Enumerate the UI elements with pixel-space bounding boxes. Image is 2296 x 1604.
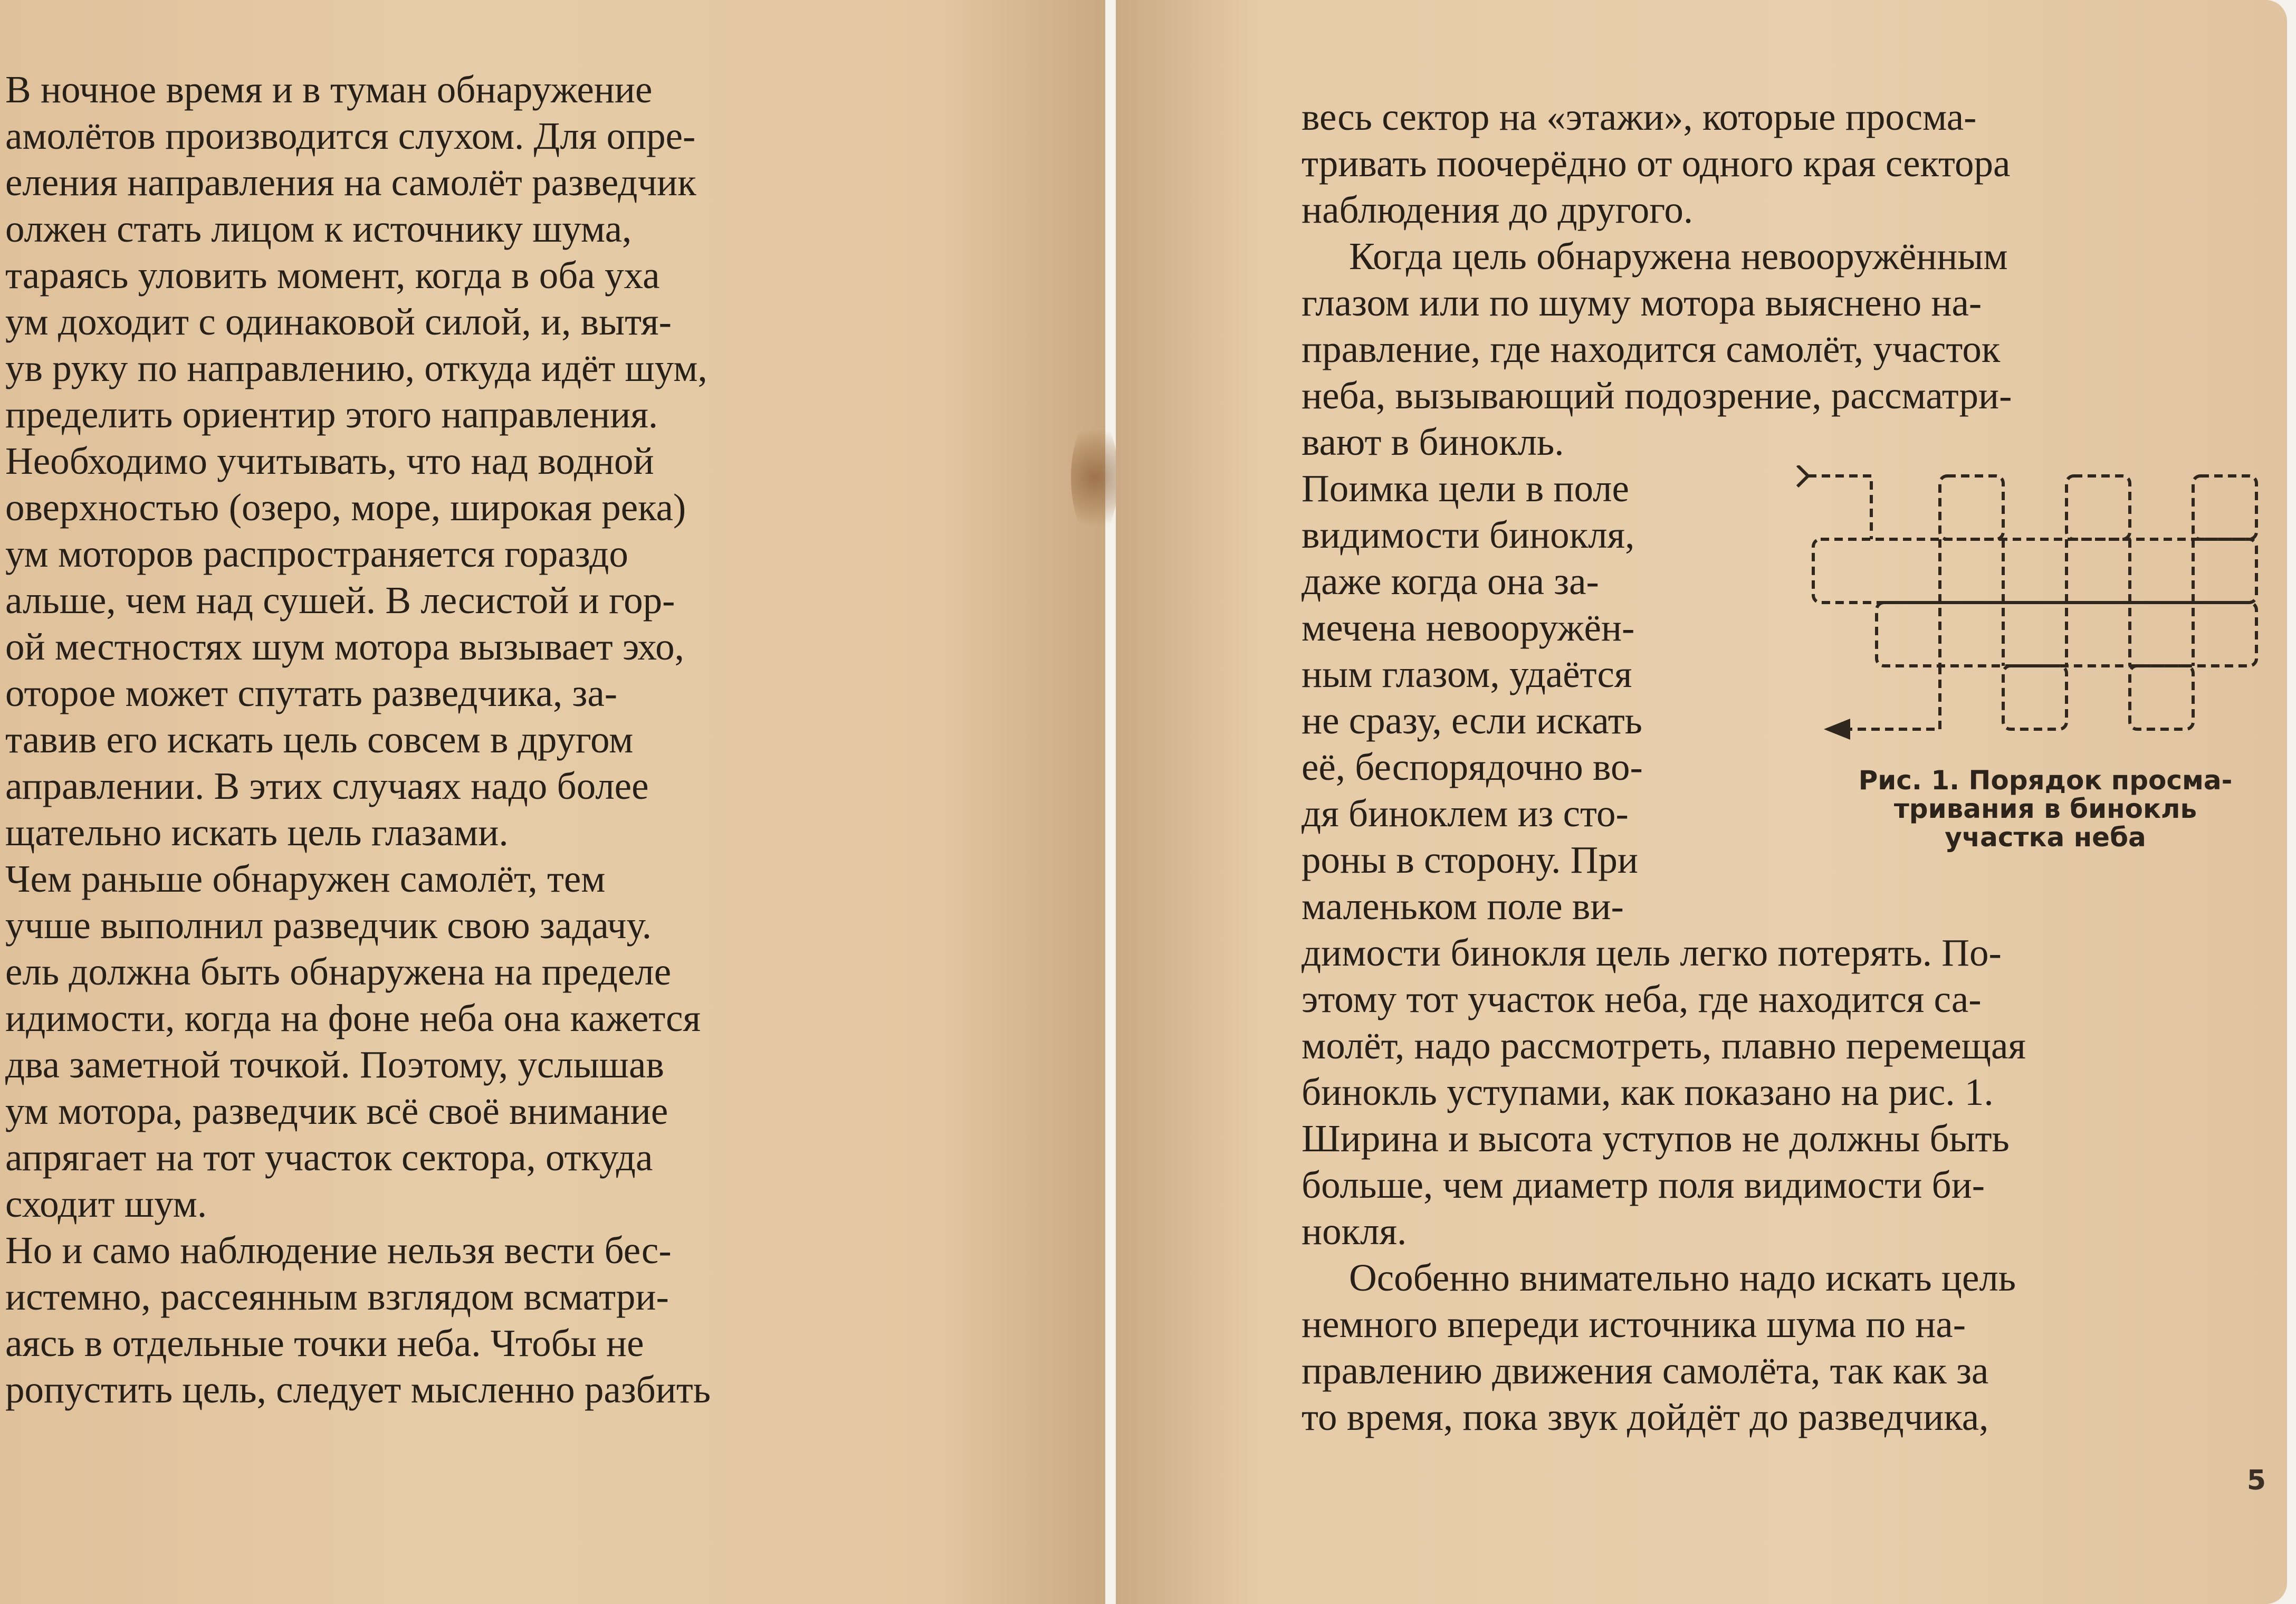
text-line: ропустить цель, следует мысленно разбить — [5, 1368, 711, 1411]
text-line: не сразу, если искать — [1302, 699, 1642, 742]
scan-cell — [2003, 666, 2067, 729]
book-gutter — [1105, 0, 1116, 1604]
text-line: еления направления на самолёт разведчик — [5, 161, 696, 204]
scan-exit-path — [1840, 666, 1940, 729]
page-number: 5 — [2246, 1465, 2266, 1496]
text-line: Чем раньше обнаружен самолёт, тем — [5, 857, 606, 900]
text-line: нокля. — [1302, 1210, 1407, 1253]
text-line: ель должна быть обнаружена на пределе — [5, 950, 672, 993]
text-line: аправлении. В этих случаях надо более — [5, 765, 649, 807]
right-page — [1116, 0, 2287, 1604]
text-line: даже когда она за- — [1302, 560, 1599, 603]
text-line: вают в бинокль. — [1302, 421, 1564, 463]
text-line: то время, пока звук дойдёт до разведчика, — [1302, 1396, 1989, 1438]
text-line: Но и само наблюдение нельзя вести бес- — [5, 1229, 672, 1272]
text-line: весь сектор на «этажи», которые просма- — [1302, 96, 1977, 138]
text-line: больше, чем диаметр поля видимости би- — [1302, 1163, 1985, 1206]
exit-arrow-icon — [1824, 719, 1850, 740]
figure-1 — [1792, 465, 2296, 852]
text-line: тавив его искать цель совсем в другом — [5, 718, 634, 761]
caption-line: Рис. 1. Порядок просма- — [1858, 765, 2233, 796]
text-line: Необходимо учитывать, что над водной — [5, 440, 654, 482]
text-line: ой местностях шум мотора вызывает эхо, — [5, 625, 684, 668]
text-line: истемно, рассеянным взглядом всматри- — [5, 1275, 669, 1318]
text-line: глазом или по шуму мотора выяснено на- — [1302, 281, 1982, 324]
left-page — [0, 0, 1105, 1604]
text-line: два заметной точкой. Поэтому, услышав — [5, 1043, 664, 1086]
text-line: оверхностью (озеро, море, широкая река) — [5, 486, 686, 529]
stain-mark — [1071, 417, 1118, 538]
text-line: немного впереди источника шума по на- — [1302, 1303, 1966, 1345]
scan-row — [1813, 539, 2256, 603]
text-line: Особенно внимательно надо искать цель — [1349, 1256, 2016, 1299]
left-page-text — [5, 66, 913, 1413]
text-line: её, беспорядочно во- — [1302, 746, 1643, 788]
text-line: оторое может спутать разведчика, за- — [5, 672, 618, 714]
scan-entry-path — [1808, 476, 1871, 539]
scan-cell — [1940, 476, 2003, 539]
text-line: димости бинокля цель легко потерять. По- — [1302, 931, 2002, 974]
caption-line: участка неба — [1945, 822, 2146, 853]
figure-wrap-block — [1302, 465, 2296, 930]
text-line: наблюдения до другого. — [1302, 188, 1694, 231]
scan-cell — [2067, 476, 2130, 539]
text-line: этому тот участок неба, где находится са- — [1302, 978, 1982, 1020]
binocular-scan-diagram — [1792, 465, 2278, 761]
text-line: ув руку по направлению, откуда идёт шум, — [5, 347, 707, 389]
text-line: видимости бинокля, — [1302, 513, 1635, 556]
figure-caption — [1792, 766, 2296, 852]
text-line: учше выполнил разведчик свою задачу. — [5, 904, 652, 947]
text-line: неба, вызывающий подозрение, рассматри- — [1302, 374, 2012, 417]
text-line: тараясь уловить момент, когда в оба уха — [5, 254, 660, 297]
text-line: бинокль уступами, как показано на рис. 1. — [1302, 1071, 1994, 1113]
text-line: Ширина и высота уступов не должны быть — [1302, 1117, 2010, 1160]
text-line: сходит шум. — [5, 1182, 207, 1225]
text-line: мечена невооружён- — [1302, 606, 1635, 649]
text-line: пределить ориентир этого направления. — [5, 393, 658, 436]
text-line: олжен стать лицом к источнику шума, — [5, 207, 632, 250]
text-line: аясь в отдельные точки неба. Чтобы не — [5, 1322, 644, 1364]
text-line: альше, чем над сушей. В лесистой и гор- — [5, 579, 675, 622]
text-line: дя биноклем из сто- — [1302, 792, 1629, 835]
text-line: идимости, когда на фоне неба она кажется — [5, 997, 701, 1039]
right-page-text — [1302, 94, 2296, 1440]
scan-cell — [2193, 476, 2256, 539]
text-line: ум моторов распространяется гораздо — [5, 532, 628, 575]
text-line: Поимка цели в поле — [1302, 467, 1629, 510]
entry-arrow-icon — [1797, 465, 1808, 486]
text-line: ум мотора, разведчик всё своё внимание — [5, 1090, 668, 1132]
text-line: роны в сторону. При — [1302, 838, 1638, 881]
text-line: ум доходит с одинаковой силой, и, вытя- — [5, 300, 672, 343]
text-line: Когда цель обнаружена невооружённым — [1349, 235, 2008, 278]
scan-cell — [2130, 666, 2193, 729]
text-line: правлению движения самолёта, так как за — [1302, 1349, 1989, 1392]
text-line: молёт, надо рассмотреть, плавно перемещая — [1302, 1024, 2026, 1067]
text-line: маленьком поле ви- — [1302, 885, 1624, 928]
text-line: ным глазом, удаётся — [1302, 653, 1632, 695]
text-line: апрягает на тот участок сектора, откуда — [5, 1136, 653, 1179]
text-line: щательно искать цель глазами. — [5, 811, 509, 854]
text-line: правление, где находится самолёт, участок — [1302, 328, 2001, 370]
text-line: тривать поочерёдно от одного края сектора — [1302, 142, 2011, 185]
wrapped-text — [1302, 465, 1761, 930]
text-line: В ночное время и в туман обнаружение — [5, 68, 653, 111]
caption-line: тривания в бинокль — [1893, 794, 2197, 824]
text-line: амолётов производится слухом. Для опре- — [5, 114, 696, 157]
